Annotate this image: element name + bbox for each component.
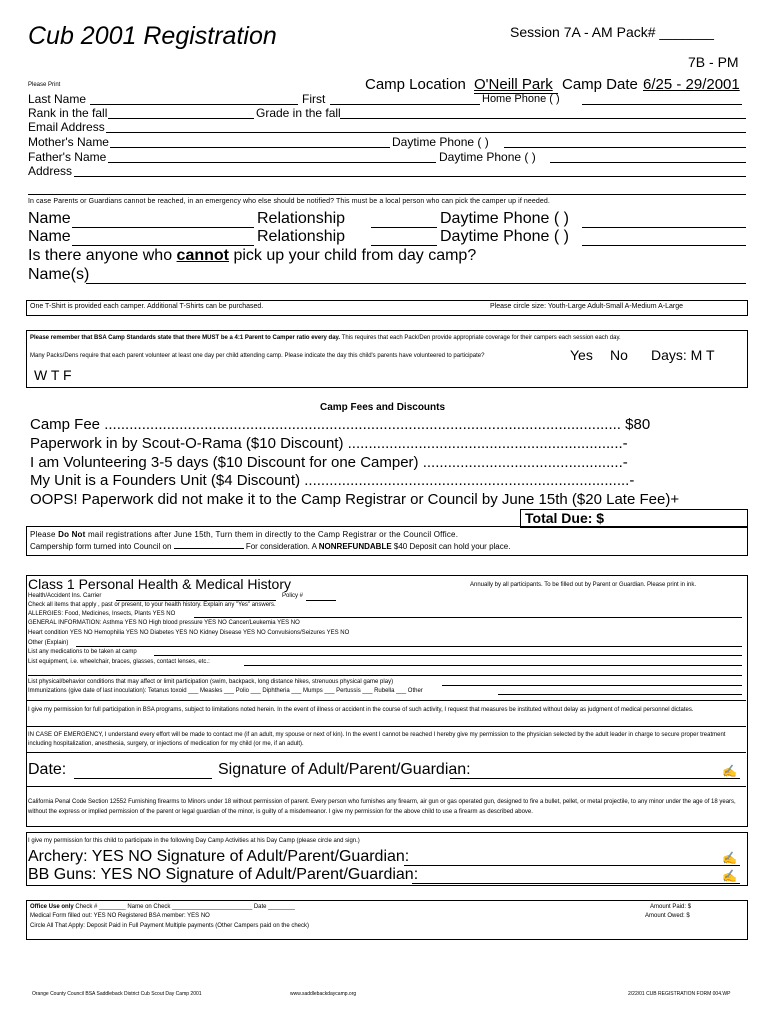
medications-field[interactable] xyxy=(154,655,742,656)
health-date-field[interactable] xyxy=(74,778,212,779)
policy-field[interactable] xyxy=(306,600,336,601)
physical-conditions-field[interactable] xyxy=(442,685,742,686)
mother-phone-field[interactable] xyxy=(504,147,746,148)
penal-code-statement: California Penal Code Section 12552 Furnishing firearms to Minors under 18 without permission of parent. Every person who furnishes any firearm, air gun or gas operated gun, designed to fire a bullet, pellet, or metal projectile, to any minor under the age of 18 years, without the express or implied permission of the parent or legal guardian of the minor, is guilty of a misdemeanor. I give my permission for the above child to use a firearm as described above. xyxy=(28,799,736,815)
cannot-pickup-question: Is there anyone who cannot pick up your child from day camp? xyxy=(28,247,477,264)
emergency-consent-statement: IN CASE OF EMERGENCY, I understand every effort will be made to contact me (if an adult, my spouse or next of kin). In the event I cannot be reached I hereby give my permission to the physician selected by the adult leader in charge to secure proper treatment including hospitalization, anesthesia, surgery, or injections of medication for my child (or me, if an adult). xyxy=(28,732,726,747)
amount-owed-label: Amount Owed: $ xyxy=(645,913,690,919)
office-circle-row[interactable]: Circle All That Apply: Deposit Paid in Full Payment Multiple payments (Other Campers paid on the check) xyxy=(30,923,310,929)
volunteer-no[interactable]: No xyxy=(610,347,628,363)
footer-website: www.saddlebackdaycamp.org xyxy=(290,991,357,997)
general-info-row[interactable]: GENERAL INFORMATION: Asthma YES NO High blood pressure YES NO Cancer/Leukemia YES NO xyxy=(28,620,300,626)
allergies-row[interactable]: ALLERGIES: Food, Medicines, Insects, Plants YES NO xyxy=(28,611,176,617)
archery-signature-field[interactable] xyxy=(404,865,740,866)
health-title: Class 1 Personal Health & Medical History xyxy=(28,576,291,592)
emergency-name-field-1[interactable] xyxy=(72,227,254,228)
volunteer-days-mt[interactable]: Days: M T xyxy=(651,347,715,363)
last-name-field[interactable] xyxy=(90,104,298,105)
emergency-phone-label-1: Daytime Phone ( ) xyxy=(440,210,569,227)
emergency-note: In case Parents or Guardians cannot be reached, in an emergency who else should be notified? This must be a local person who can pick the camper up if needed. xyxy=(28,198,550,205)
equipment-field[interactable] xyxy=(244,665,742,666)
fee-paperwork-discount: Paperwork in by Scout-O-Rama ($10 Discount) ..................................................................- xyxy=(30,435,628,452)
heart-condition-row[interactable]: Heart condition YES NO Hemophilia YES NO Diabetes YES NO Kidney Disease YES NO Convulsions/Seizures YES NO xyxy=(28,630,350,636)
emergency-relationship-field-2[interactable] xyxy=(371,245,437,246)
email-label: Email Address xyxy=(28,120,105,134)
emergency-phone-field-1[interactable] xyxy=(582,227,746,228)
office-check-row[interactable]: Office Use only Check # ________ Name on Check ________________________ Date ________ xyxy=(30,904,295,910)
health-signature-field[interactable] xyxy=(450,778,740,779)
rank-field[interactable] xyxy=(108,118,254,119)
emergency-name-field-2[interactable] xyxy=(72,245,254,246)
cannot-pickup-names-field[interactable] xyxy=(86,283,746,284)
address-label: Address xyxy=(28,164,73,178)
fee-late: OOPS! Paperwork did not make it to the Camp Registrar or Council by June 15th ($20 Late Fee)+ xyxy=(30,491,680,508)
emergency-name-label-2: Name xyxy=(28,228,71,245)
volunteer-days-wtf[interactable]: W T F xyxy=(34,367,72,383)
bbguns-signature-field[interactable] xyxy=(412,883,740,884)
health-annual-note: Annually by all participants. To be filled out by Parent or Guardian. Please print in ink. xyxy=(470,582,697,588)
physical-conditions-label: List physical/behavior conditions that may affect or limit participation (swim, backpack, long distance hikes, strenuous physical game play) xyxy=(28,679,394,685)
emergency-phone-label-2: Daytime Phone ( ) xyxy=(440,228,569,245)
email-field[interactable] xyxy=(106,132,746,133)
mother-phone-label: Daytime Phone ( ) xyxy=(392,135,489,149)
please-print-note: Please Print xyxy=(28,82,61,88)
total-due-label: Total Due: $ xyxy=(525,510,605,526)
insurance-label: Health/Accident Ins. Carrier xyxy=(28,593,102,599)
father-phone-field[interactable] xyxy=(550,162,746,163)
campership-note: Campership form turned into Council on For consideration. A NONREFUNDABLE $40 Deposit can hold your place. xyxy=(30,542,511,551)
health-date-label: Date: xyxy=(28,761,67,778)
cannot-pickup-names-label: Name(s) xyxy=(28,266,90,283)
amount-paid-label: Amount Paid: $ xyxy=(650,904,692,910)
immunizations-row[interactable]: Immunizations (give date of last inoculation): Tetanus toxoid ___ Measles ___ Polio ___ Diphtheria ___ Mumps ___ Pertussis ___ Rubella ___ Other xyxy=(28,688,423,694)
session-line-1: Session 7A - AM Pack# _______ xyxy=(510,24,714,40)
fee-volunteer-discount: I am Volunteering 3-5 days ($10 Discount for one Camper) ................................................- xyxy=(30,454,628,471)
first-name-field[interactable] xyxy=(330,104,480,105)
volunteer-ratio-note: Please remember that BSA Camp Standards state that there MUST be a 4:1 Parent to Camper ratio every day. This requires that each Pack/Den provide appropriate coverage for their campers each session each day. xyxy=(30,335,621,341)
mother-name-label: Mother's Name xyxy=(28,135,109,149)
camp-date-value: 6/25 - 29/2001 xyxy=(643,76,740,93)
volunteer-yes[interactable]: Yes xyxy=(570,347,593,363)
last-name-label: Last Name xyxy=(28,92,87,106)
rank-label: Rank in the fall xyxy=(28,106,108,120)
address-field[interactable] xyxy=(74,176,746,177)
archery-row[interactable]: Archery: YES NO Signature of Adult/Parent/Guardian: xyxy=(28,848,410,865)
camp-location-value: O'Neill Park xyxy=(474,76,553,93)
father-phone-label: Daytime Phone ( ) xyxy=(439,150,536,164)
fee-founders-discount: My Unit is a Founders Unit ($4 Discount) ..............................................................................- xyxy=(30,472,635,489)
tshirt-note: One T-Shirt is provided each camper. Additional T-Shirts can be purchased. xyxy=(30,303,264,310)
emergency-phone-field-2[interactable] xyxy=(582,245,746,246)
fees-heading: Camp Fees and Discounts xyxy=(320,402,446,413)
volunteer-day-question: Many Packs/Dens require that each parent volunteer at least one day per child attending camp. Please indicate the day this child's parents have volunteered to participate? xyxy=(30,353,485,359)
other-explain-field[interactable] xyxy=(76,646,742,647)
form-title: Cub 2001 Registration xyxy=(28,22,277,50)
tshirt-size-options[interactable]: Please circle size: Youth-Large Adult-Small A-Medium A-Large xyxy=(490,303,683,310)
camp-date-label: Camp Date xyxy=(562,76,638,93)
permission-statement: I give my permission for full participation in BSA programs, subject to limitations noted herein. In the event of illness or accident in the course of such activity, I request that measures be instituted without delay as judgment of medical personnel dictates. xyxy=(28,707,694,713)
home-phone-field[interactable] xyxy=(582,104,742,105)
medications-label: List any medications to be taken at camp xyxy=(28,649,137,655)
camp-location-label: Camp Location xyxy=(365,76,466,93)
grade-field[interactable] xyxy=(340,118,746,119)
archery-pen-icon: ✍ xyxy=(722,851,737,865)
emergency-relationship-field-1[interactable] xyxy=(371,227,437,228)
policy-label: Policy # xyxy=(282,593,304,599)
fee-camp: Camp Fee ............................................................................................................................ $80 xyxy=(30,416,651,433)
emergency-relationship-label-2: Relationship xyxy=(257,228,346,245)
footer-left: Orange County Council BSA Saddleback District Cub Scout Day Camp 2001 xyxy=(32,991,202,997)
emergency-relationship-label-1: Relationship xyxy=(257,210,346,227)
session-line-2: 7B - PM xyxy=(688,54,739,70)
father-name-label: Father's Name xyxy=(28,150,107,164)
father-name-field[interactable] xyxy=(108,162,436,163)
equipment-label: List equipment, i.e. wheelchair, braces, glasses, contact lenses, etc.: xyxy=(28,659,210,665)
office-medical-row[interactable]: Medical Form filled out: YES NO Registered BSA member: YES NO xyxy=(30,913,210,919)
first-name-label: First xyxy=(302,92,326,106)
insurance-field[interactable] xyxy=(116,600,276,601)
activities-permission: I give my permission for this child to participate in the following Day Camp Activities at his Day Camp (please circle and sign.) xyxy=(28,838,360,844)
footer-right: 2/22/01 CUB REGISTRATION FORM 004.WP xyxy=(628,991,731,997)
check-all-note: Check all items that apply , past or present, to your health history. Explain any "Yes" answers. xyxy=(28,602,276,608)
home-phone-label: Home Phone ( ) xyxy=(482,93,560,105)
health-signature-label: Signature of Adult/Parent/Guardian: xyxy=(218,761,471,778)
bbguns-pen-icon: ✍ xyxy=(722,869,737,883)
emergency-name-label-1: Name xyxy=(28,210,71,227)
health-pen-icon: ✍ xyxy=(722,764,737,778)
bbguns-row[interactable]: BB Guns: YES NO Signature of Adult/Parent/Guardian: xyxy=(28,866,419,883)
grade-label: Grade in the fall xyxy=(256,106,341,120)
mail-note: Please Do Not mail registrations after June 15th, Turn them in directly to the Camp Registrar or the Council Office. xyxy=(30,530,459,539)
mother-name-field[interactable] xyxy=(110,147,390,148)
other-explain-label: Other (Explain) xyxy=(28,640,69,646)
address-field-2[interactable] xyxy=(28,194,746,195)
